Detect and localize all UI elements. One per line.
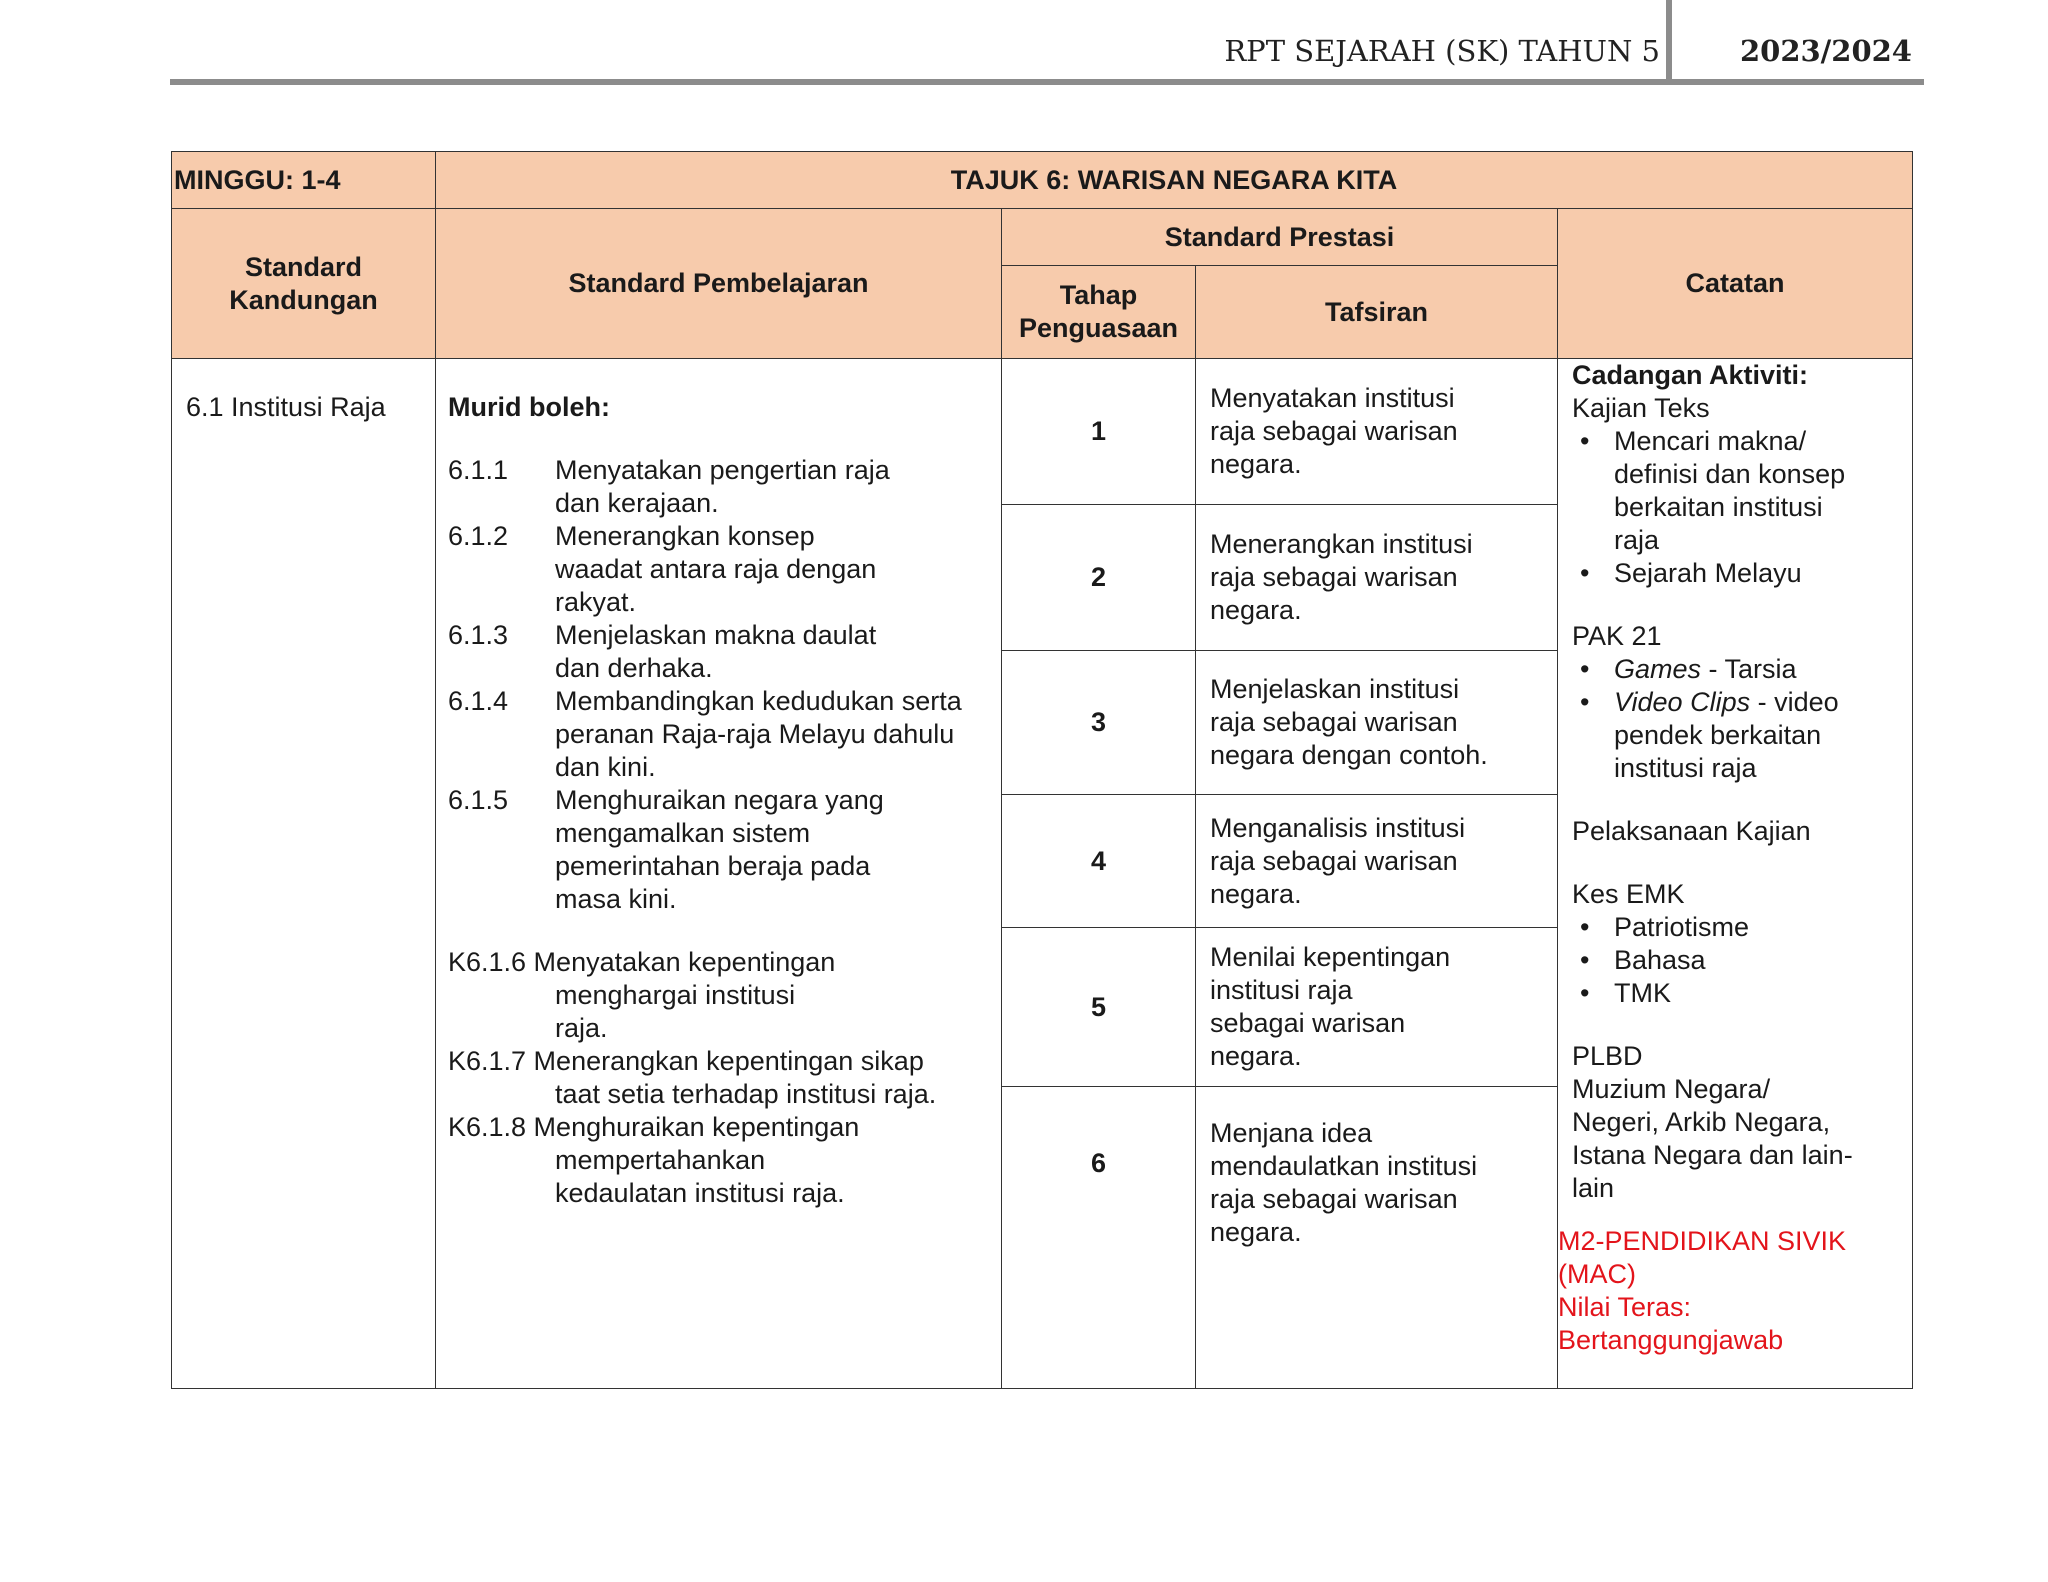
cadangan-aktiviti-heading: Cadangan Aktiviti: [1572,360,1809,390]
list-item: • Games - Tarsia [1580,654,1797,684]
pembelajaran-item: 6.1.3 Menjelaskan makna daulat dan derhaka. [448,620,877,683]
header-horizontal-rule [170,79,1924,85]
tahap-cell: 6 [1002,1087,1196,1389]
tahap-cell: 1 [1002,359,1196,505]
tafsiran-cell: Menyatakan institusi raja sebagai warisan negara. [1196,359,1558,505]
header-standard-pembelajaran: Standard Pembelajaran [436,209,1002,359]
tafsiran-cell: Menjana idea mendaulatkan institusi raja sebagai warisan negara. [1196,1087,1558,1389]
list-item: • Bahasa [1580,945,1706,975]
pembelajaran-k-item: K6.1.7 Menerangkan kepentingan sikap taat setia terhadap institusi raja. [448,1046,937,1109]
tafsiran-cell: Menganalisis institusi raja sebagai warisan negara. [1196,795,1558,928]
pembelajaran-k-item: K6.1.8 Menghuraikan kepentingan mempertahankan kedaulatan institusi raja. [448,1112,860,1208]
pembelajaran-k-list [448,946,989,1210]
tahap-cell: 4 [1002,795,1196,928]
tahap-cell: 2 [1002,505,1196,651]
kajian-teks-label: Kajian Teks [1572,393,1710,423]
emk-list [1572,911,1912,1010]
minggu-cell: MINGGU: 1-4 [172,152,436,209]
pembelajaran-item: 6.1.2 Menerangkan konsep waadat antara raja dengan rakyat. [448,521,877,617]
pembelajaran-item: 6.1.4 Membandingkan kedudukan serta peranan Raja-raja Melayu dahulu dan kini. [448,686,962,782]
pembelajaran-k-item: K6.1.6 Menyatakan kepentingan menghargai institusi raja. [448,947,836,1043]
pembelajaran-list [448,454,989,916]
tafsiran-cell: Menilai kepentingan institusi raja sebagai warisan negara. [1196,928,1558,1087]
header-tafsiran: Tafsiran [1196,266,1558,359]
standard-kandungan-cell: 6.1 Institusi Raja [172,359,436,1389]
header-vertical-rule [1666,0,1672,84]
murid-boleh-label: Murid boleh: [448,392,610,422]
pembelajaran-item: 6.1.1 Menyatakan pengertian raja dan kerajaan. [448,455,890,518]
tahap-cell: 5 [1002,928,1196,1087]
header-tahap-penguasaan: Tahap Penguasaan [1002,266,1196,359]
plbd-text: Muzium Negara/ Negeri, Arkib Negara, Istana Negara dan lain- lain [1572,1074,1853,1203]
header-standard-prestasi: Standard Prestasi [1002,209,1558,266]
tajuk-cell: TAJUK 6: WARISAN NEGARA KITA [436,152,1913,209]
modul-note: M2-PENDIDIKAN SIVIK (MAC) Nilai Teras: Bertanggungjawab [1558,1226,1847,1355]
kajian-teks-list [1572,425,1912,590]
rpt-table [171,151,1913,1389]
list-item: • TMK [1580,978,1671,1008]
pembelajaran-item: 6.1.5 Menghuraikan negara yang mengamalkan sistem pemerintahan beraja pada masa kini. [448,785,884,914]
pelaksanaan-kajian-label: Pelaksanaan Kajian [1572,816,1811,846]
tafsiran-cell: Menjelaskan institusi raja sebagai warisan negara dengan contoh. [1196,651,1558,795]
catatan-cell [1558,359,1913,1389]
list-item: • Video Clips - video pendek berkaitan institusi raja [1580,687,1839,783]
header-standard-kandungan: Standard Kandungan [172,209,436,359]
header-catatan: Catatan [1558,209,1913,359]
standard-pembelajaran-cell [436,359,1002,1389]
document-header-year: 2023/2024 [1739,34,1912,68]
pak21-label: PAK 21 [1572,621,1662,651]
list-item: • Patriotisme [1580,912,1750,942]
list-item: • Mencari makna/ definisi dan konsep berkaitan institusi raja [1580,426,1846,555]
document-header-title: RPT SEJARAH (SK) TAHUN 5 [1224,34,1660,68]
plbd-label: PLBD [1572,1041,1643,1071]
tahap-cell: 3 [1002,651,1196,795]
pak21-list [1572,653,1912,785]
kes-emk-label: Kes EMK [1572,879,1685,909]
tafsiran-cell: Menerangkan institusi raja sebagai warisan negara. [1196,505,1558,651]
list-item: • Sejarah Melayu [1580,558,1802,588]
